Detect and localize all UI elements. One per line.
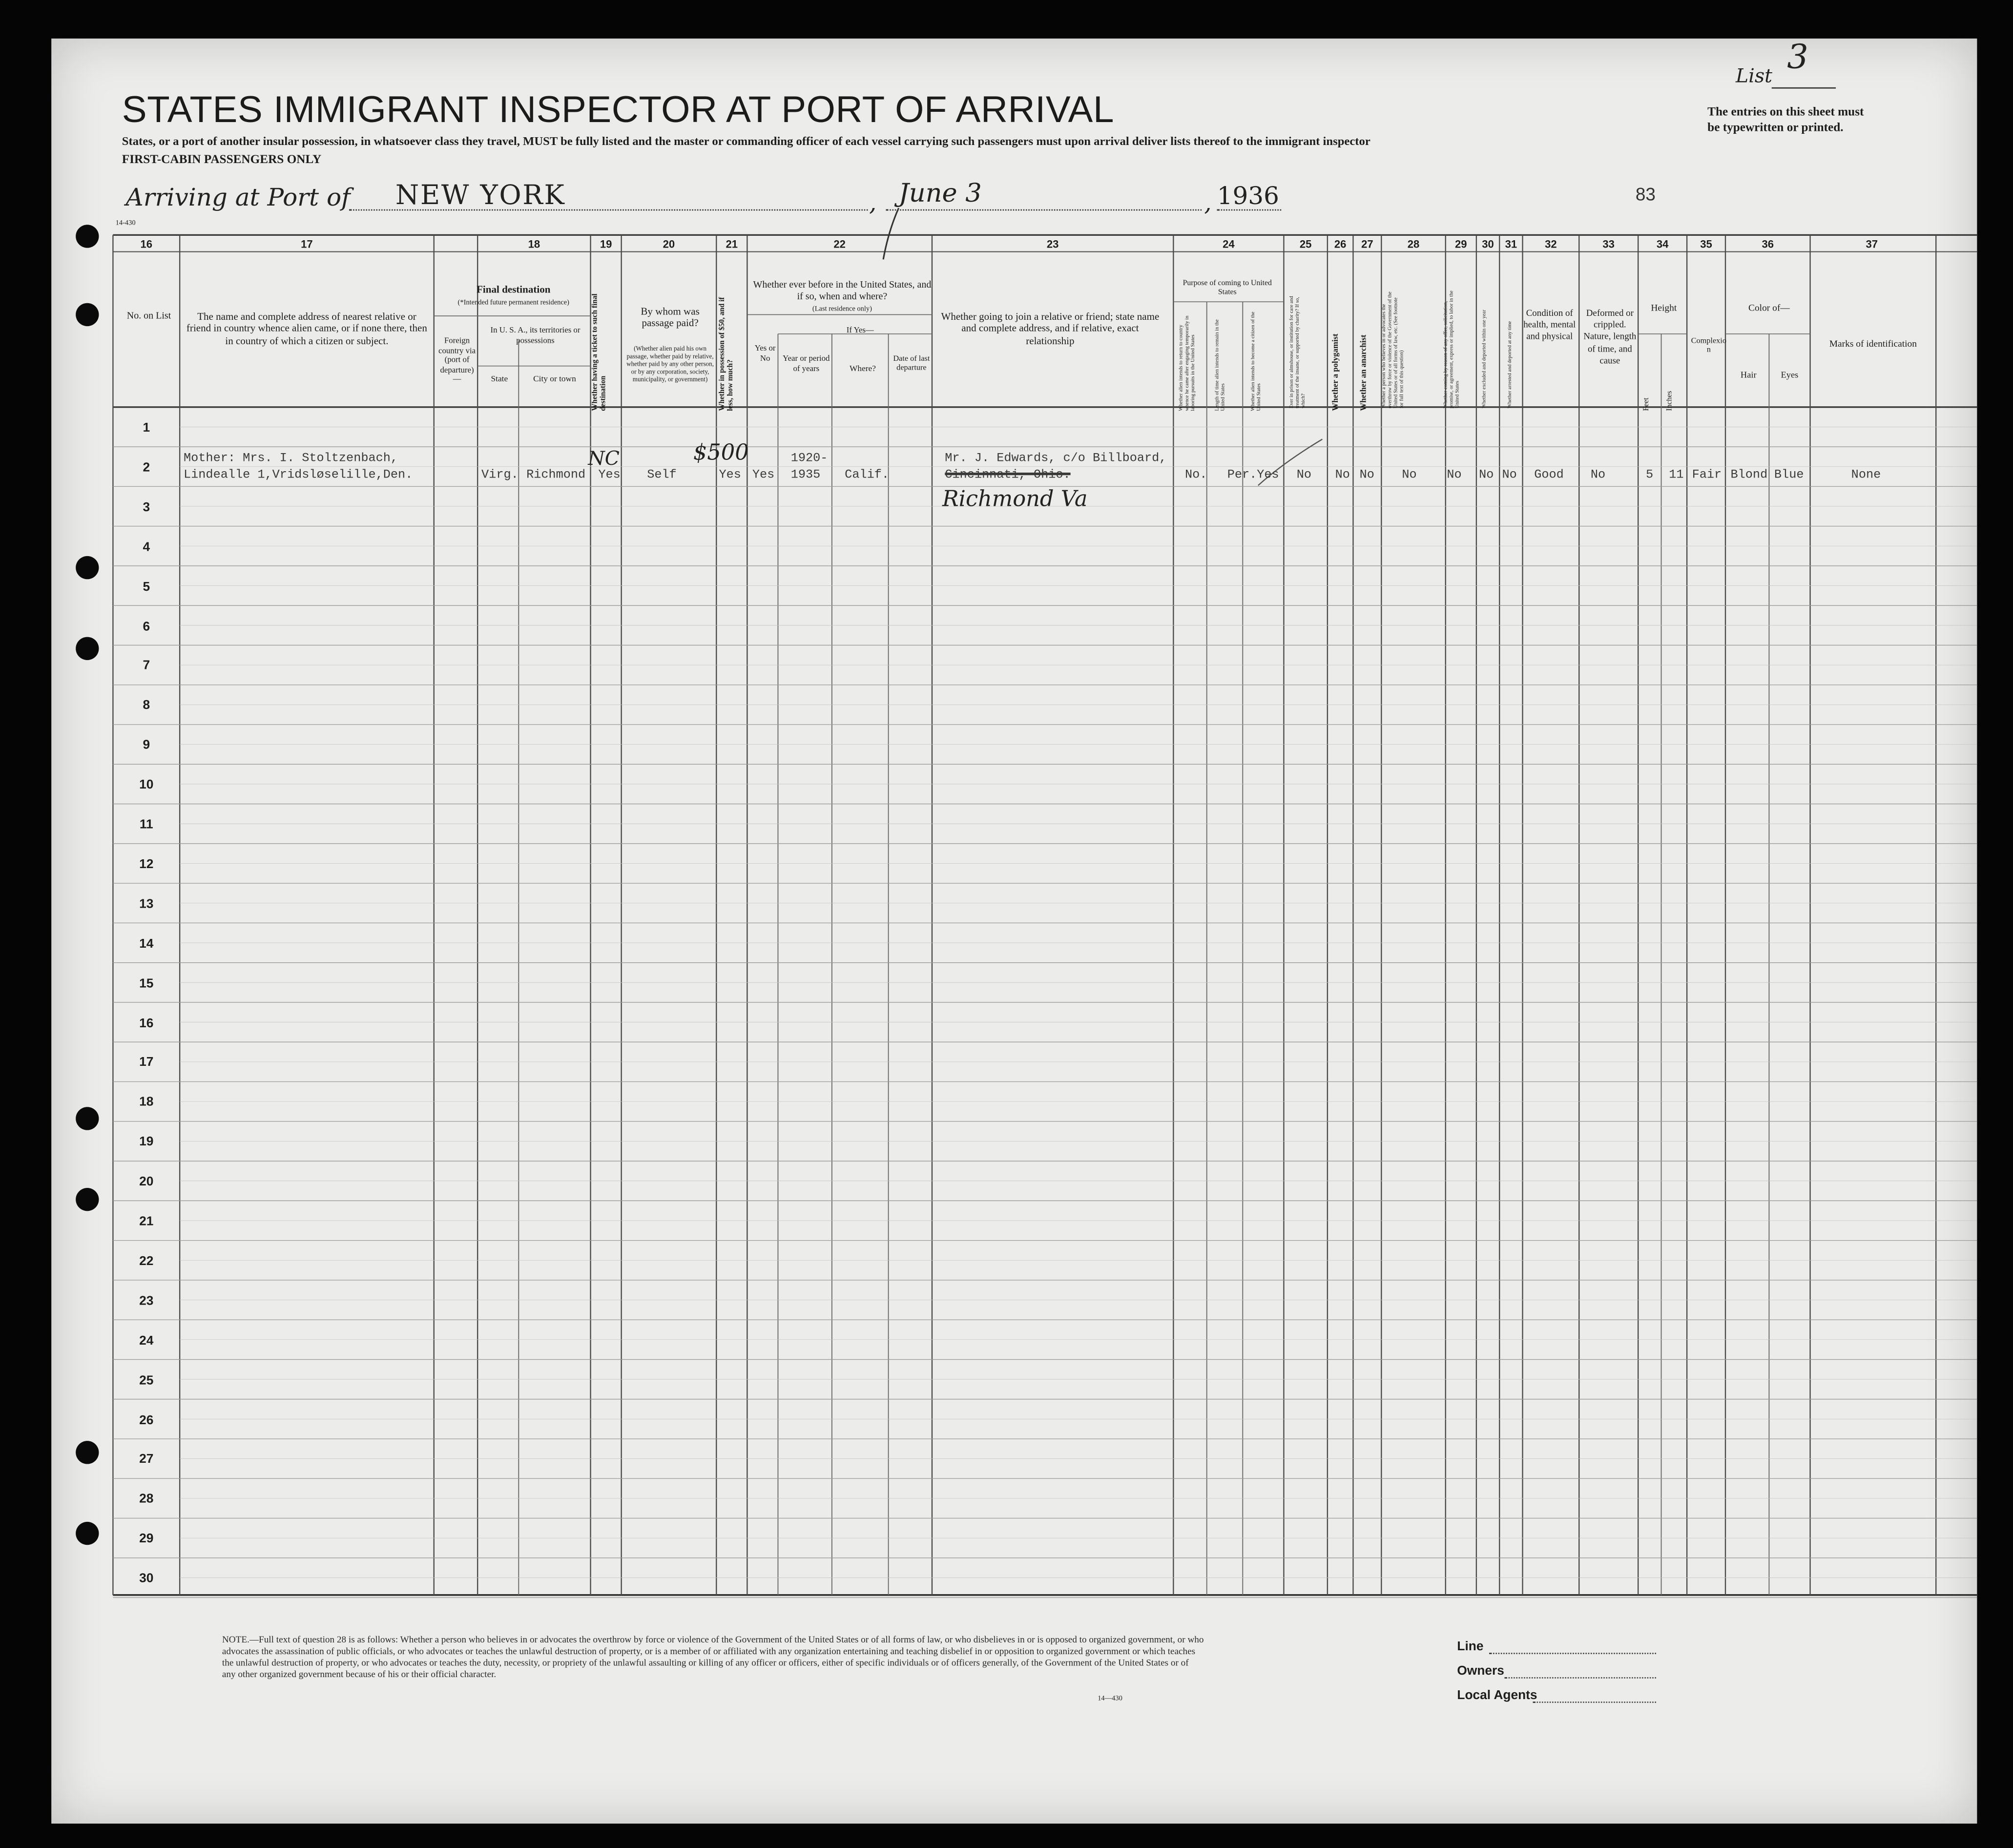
header-col19: Whether having a ticket to such final destination (592, 293, 608, 411)
header-col18-sub: (*Intended future permanent residence) (457, 299, 570, 307)
column-number-18: 18 (528, 237, 540, 250)
column-number-25: 25 (1299, 237, 1312, 250)
header-col22-where: Where? (850, 365, 876, 374)
row-number: 28 (139, 1493, 154, 1507)
header-col34-inches: Inches (1666, 391, 1674, 411)
header-col26: Whether a polygamist (1331, 333, 1341, 411)
header-col29: Whether coming by reason of any offer, solicitation, promise, or agreement, express or implied, to labor in the United States (1441, 291, 1460, 409)
row-number: 26 (139, 1413, 154, 1428)
column-number-17: 17 (301, 237, 313, 250)
header-col36-eyes: Eyes (1781, 370, 1799, 380)
line-label: Line (1457, 1640, 1484, 1654)
header-col36-hair: Hair (1740, 370, 1757, 380)
question30-value: No (1479, 467, 1494, 482)
form-code-top: 14-430 (115, 219, 136, 228)
column-number-23: 23 (1046, 237, 1059, 250)
row-number: 25 (139, 1373, 154, 1388)
eye-color-value: Blue (1774, 467, 1804, 482)
header-col35: Complexion (1691, 336, 1726, 354)
header-col34-title: Height (1651, 302, 1677, 313)
local-agents-underline (1533, 1702, 1656, 1703)
years-line1: 1920- (790, 451, 828, 465)
row-number: 13 (139, 897, 154, 912)
header-col18-usa: In U. S. A., its territories or possessions (490, 326, 581, 345)
header-col28: Whether a person who believes in or advocates the overthrow by force or violence of the Government of the United States or of all forms of law, etc. (See footnote for full text of this question) (1380, 291, 1405, 409)
column-number-32: 32 (1545, 237, 1557, 250)
column-number-16: 16 (140, 237, 153, 250)
owners-underline (1505, 1677, 1656, 1679)
port-value: NEW YORK (395, 180, 566, 211)
destination-city: Richmond (526, 467, 586, 482)
relative-address-line1: Mother: Mrs. I. Stoltzenbach, (184, 451, 398, 465)
manifest-sheet (51, 39, 1977, 1824)
instruction-line: States, or a port of another insular possession, in whatsoever class they travel, MUST be fully listed and the master or commanding officer of each vessel carrying such passengers must upon arrival deliver lists thereof to the immigrant inspector (122, 136, 1370, 149)
cabin-line: FIRST-CABIN PASSENGERS ONLY (122, 153, 322, 167)
row-number: 1 (143, 421, 150, 436)
comma-1: , (869, 190, 877, 217)
height-inches-value: 11 (1669, 467, 1684, 482)
typewritten-note-1: The entries on this sheet must (1707, 105, 1864, 120)
joining-line2-struck: Cincinnati, Ohio. (945, 467, 1071, 482)
column-number-27: 27 (1361, 237, 1373, 250)
row-number: 22 (139, 1254, 154, 1269)
question28-value: No (1402, 467, 1417, 482)
relative-address-line2: Lindealle 1,Vridsløselille,Den. (184, 467, 413, 482)
header-col22-year: Year or period of years (783, 354, 830, 374)
header-col36-title: Color of— (1748, 302, 1790, 313)
row-number: 29 (139, 1532, 154, 1547)
money-handwritten-amount: $500 (693, 440, 749, 466)
been-before-value: Yes (752, 467, 775, 482)
row-number: 16 (139, 1016, 154, 1031)
column-number-34: 34 (1656, 237, 1669, 250)
joining-line1: Mr. J. Edwards, c/o Billboard, (945, 451, 1167, 465)
row-number: 11 (139, 818, 153, 832)
column-number-21: 21 (726, 237, 738, 250)
joining-handwritten-correction: Richmond Va (942, 486, 1088, 513)
header-col16: No. on List (126, 309, 171, 321)
page-title: STATES IMMIGRANT INSPECTOR AT PORT OF ARRIVAL (122, 90, 1114, 131)
header-col27: Whether an anarchist (1359, 334, 1369, 411)
row-number: 23 (139, 1294, 154, 1308)
deformed-value: No (1590, 467, 1606, 482)
page-number: 83 (1635, 184, 1656, 205)
column-number-29: 29 (1455, 237, 1467, 250)
ticket-value: Yes (598, 467, 621, 482)
arriving-label: Arriving at Port of (125, 184, 351, 212)
column-number-24: 24 (1223, 237, 1235, 250)
header-col25: Ever in prison or almshouse, or institution for care and treatment of the insane, or supported by charity? If so, which? (1287, 296, 1306, 409)
header-col22-date: Date of last departure (893, 354, 930, 373)
question29-value: No (1447, 467, 1462, 482)
header-col18-title: Final destination (477, 284, 551, 295)
footer-form-code: 14—430 (1098, 1695, 1122, 1703)
row-number: 14 (139, 937, 154, 952)
row-number: 24 (139, 1334, 154, 1348)
header-col22-sub: (Last residence only) (812, 306, 872, 313)
typewritten-note-2: be typewritten or printed. (1707, 121, 1844, 135)
line-underline (1489, 1653, 1656, 1654)
question31-value: No (1502, 467, 1517, 482)
length-of-stay: Per. (1227, 467, 1257, 482)
column-number-36: 36 (1762, 237, 1774, 250)
row-number: 7 (143, 659, 150, 674)
column-number-26: 26 (1334, 237, 1347, 250)
row-number: 10 (139, 778, 154, 793)
header-col23: Whether going to join a relative or friend; state name and complete address, and if relative, exact relationship (941, 311, 1160, 347)
row-number: 30 (139, 1572, 154, 1586)
header-col24-title: Purpose of coming to United States (1183, 280, 1272, 297)
passage-paid-by: Self (647, 467, 677, 482)
footnote-question-28: NOTE.—Full text of question 28 is as follows: Whether a person who believes in or advocates the overthrow by force or violence of the Government of the United States or of all forms of law, or who disbelieves in or is opposed to organized government, or who advocates the assassination of public officials, or who advocates or teaches the unlawful destruction of property, or is a member of or affiliated with any organization entertaining and teaching disbelief in or opposition to organized government or which teaches the unlawful destruction of property, or who advocates or teaches the duty, necessity, or propriety of the unlawful assaulting or killing of any officer or officers, either of specific individuals or of officers generally, of the Government of the United States or of any other organized government because of his or their official character. (222, 1633, 1204, 1680)
header-col18-foreign: Foreign country via (port of departure)— (438, 336, 476, 385)
header-col32: Condition of health, mental and physical (1523, 308, 1576, 342)
previous-residence: Calif. (845, 467, 890, 482)
row-number: 3 (143, 500, 150, 515)
header-col33: Deformed or crippled. Nature, length of time, and cause (1583, 308, 1637, 366)
row-number: 21 (139, 1215, 154, 1229)
polygamist-value: No (1335, 467, 1350, 482)
health-value: Good (1534, 467, 1564, 482)
header-col20-sub: (Whether alien paid his own passage, whether paid by relative, whether paid by any other person, or by any corporation, society, municipality, or government) (626, 347, 714, 384)
header-col34-feet: Feet (1643, 397, 1651, 411)
hair-color-value: Blond (1730, 467, 1768, 482)
local-agents-label: Local Agents (1457, 1688, 1537, 1703)
column-number-28: 28 (1407, 237, 1420, 250)
identification-marks-value: None (1851, 467, 1881, 482)
header-col21: Whether in possession of $50, and if less, how much? (719, 297, 735, 411)
row-number: 17 (139, 1056, 154, 1071)
height-feet-value: 5 (1645, 467, 1654, 482)
header-col22-yesno: Yes or No (754, 344, 776, 363)
row-number: 20 (139, 1175, 154, 1189)
anarchist-value: No (1359, 467, 1374, 482)
intends-citizen: Yes (1257, 467, 1279, 482)
row-number: 6 (143, 620, 150, 634)
header-col30: Whether excluded and deported within one year (1480, 310, 1487, 409)
row-number: 15 (139, 976, 154, 991)
date-value: June 3 (898, 177, 982, 208)
owners-label: Owners (1457, 1664, 1504, 1679)
header-col31: Whether arrested and deported at any time (1506, 321, 1513, 409)
comma-2: , (1204, 190, 1212, 217)
complexion-value: Fair (1692, 467, 1722, 482)
destination-state: Virg. (481, 467, 519, 482)
list-label: List (1736, 64, 1772, 87)
manifest-table-grid (51, 39, 1977, 1824)
header-col17: The name and complete address of nearest relative or friend in country whence alien came, or if none there, then in country of which a citizen or subject. (186, 311, 427, 347)
prison-value: No (1296, 467, 1312, 482)
header-col18-state: State (491, 375, 508, 384)
header-col18-city: City or town (533, 375, 576, 384)
row-number: 19 (139, 1135, 154, 1150)
column-number-22: 22 (833, 237, 846, 250)
money-value: Yes (719, 467, 741, 482)
header-col24-c: Whether alien intends to become a citizen of the United States (1249, 311, 1262, 411)
column-number-33: 33 (1602, 237, 1615, 250)
years-line2: 1935 (790, 467, 821, 482)
column-number-20: 20 (663, 237, 675, 250)
header-col22-ifyes: If Yes— (846, 326, 874, 335)
row-number: 18 (139, 1096, 154, 1110)
row-number: 12 (139, 857, 154, 872)
header-col20-title: By whom was passage paid? (641, 306, 700, 330)
ticket-handwritten-mark: NC (588, 447, 620, 470)
row-number: 4 (143, 540, 150, 555)
row-number: 9 (143, 738, 150, 753)
column-number-31: 31 (1505, 237, 1517, 250)
column-number-35: 35 (1700, 237, 1712, 250)
year-value: 1936 (1217, 182, 1279, 211)
list-number: 3 (1787, 38, 1808, 77)
header-col22-title: Whether ever before in the United States, and if so, when and where? (753, 278, 932, 302)
row-number: 27 (139, 1453, 154, 1467)
row-number: 5 (143, 580, 150, 594)
column-number-30: 30 (1482, 237, 1494, 250)
header-col24-b: Length of time alien intends to remain in the United States (1213, 319, 1226, 411)
column-number-37: 37 (1866, 237, 1878, 250)
column-number-19: 19 (600, 237, 612, 250)
header-col24-a: Whether alien intends to return to country whence he came after engaging temporarily in laboring pursuits in the United States (1177, 315, 1196, 411)
header-col37: Marks of identification (1829, 337, 1917, 350)
row-number: 2 (143, 460, 150, 475)
row-number: 8 (143, 699, 150, 713)
intends-return: No. (1184, 467, 1207, 482)
